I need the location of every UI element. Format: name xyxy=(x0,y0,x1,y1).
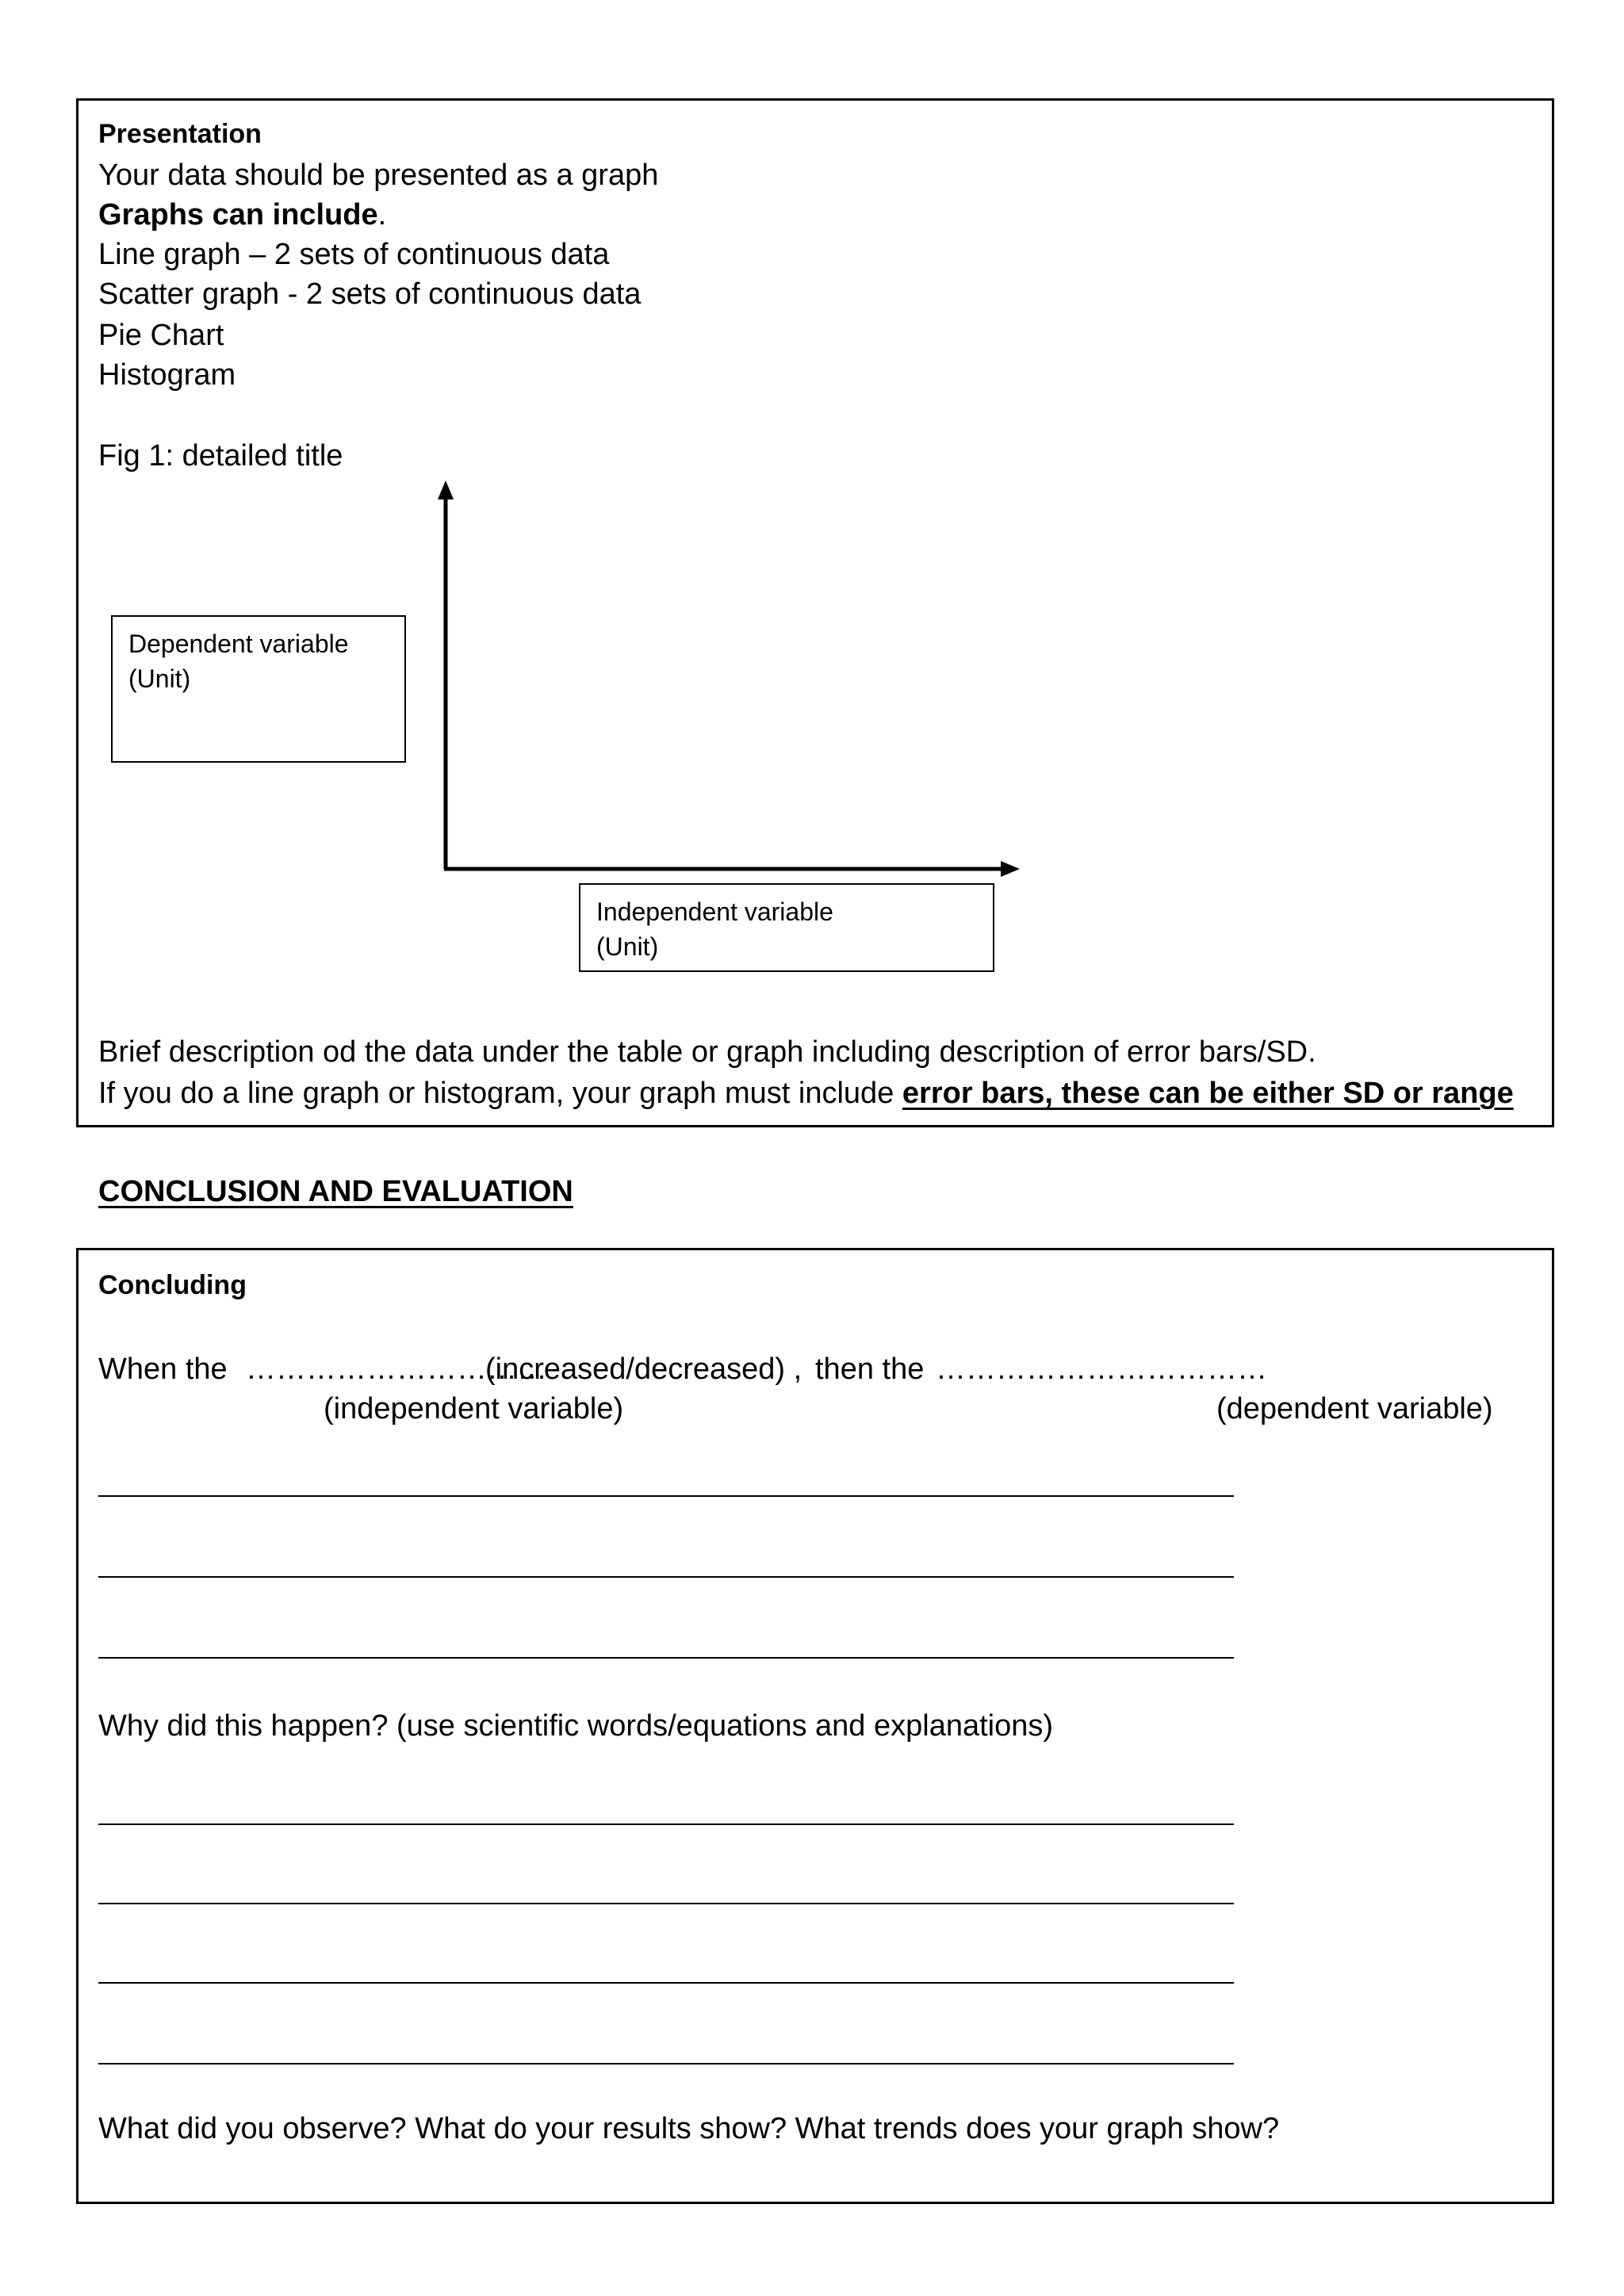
graph-type-scatter: Scatter graph - 2 sets of continuous data xyxy=(98,277,642,311)
independent-variable-unit: (Unit) xyxy=(596,932,659,961)
graph-type-pie: Pie Chart xyxy=(98,319,224,352)
answer-line[interactable] xyxy=(98,1903,1234,1904)
observe-question: What did you observe? What do your results show? What trends does your graph show? xyxy=(98,2112,1280,2145)
answer-line[interactable] xyxy=(98,1657,1234,1659)
graph-type-histogram: Histogram xyxy=(98,358,236,392)
graph-type-line: Line graph – 2 sets of continuous data xyxy=(98,238,610,271)
when-the-label: When the xyxy=(98,1353,228,1386)
dependent-blank[interactable]: …………………………… xyxy=(936,1353,1267,1386)
independent-variable-hint: (independent variable) xyxy=(324,1392,624,1425)
presentation-intro: Your data should be presented as a graph xyxy=(98,159,659,192)
concluding-heading: Concluding xyxy=(98,1270,247,1300)
answer-line[interactable] xyxy=(98,1495,1234,1497)
independent-variable-label xyxy=(579,883,994,972)
answer-line[interactable] xyxy=(98,1982,1234,1984)
graphs-include-line xyxy=(98,200,386,230)
dependent-variable-text: Dependent variable xyxy=(128,629,349,658)
graphs-include-label: Graphs can include xyxy=(98,198,378,232)
answer-line[interactable] xyxy=(98,1576,1234,1578)
section-title: CONCLUSION AND EVALUATION xyxy=(98,1175,573,1208)
answer-line[interactable] xyxy=(98,1823,1234,1825)
answer-line[interactable] xyxy=(98,2063,1234,2064)
graphs-include-period: . xyxy=(377,198,387,232)
error-bars-emphasis: error bars, these can be either SD or range xyxy=(902,1077,1514,1110)
presentation-heading: Presentation xyxy=(98,119,262,149)
increased-decreased-label: (increased/decreased) , xyxy=(485,1353,802,1386)
error-bars-prefix: If you do a line graph or histogram, your graph must include xyxy=(98,1077,902,1110)
data-description: Brief description od the data under the table or graph including description of error bars/SD. xyxy=(98,1035,1316,1069)
why-question: Why did this happen? (use scientific words/equations and explanations) xyxy=(98,1709,1054,1743)
error-bars-requirement xyxy=(98,1078,1514,1108)
independent-variable-text: Independent variable xyxy=(596,897,833,926)
then-the-label: then the xyxy=(815,1353,925,1386)
figure-title: Fig 1: detailed title xyxy=(98,439,343,473)
dependent-variable-label xyxy=(111,615,406,763)
independent-blank[interactable]: ………………………… xyxy=(246,1353,547,1386)
dependent-variable-unit: (Unit) xyxy=(128,664,191,693)
dependent-variable-hint: (dependent variable) xyxy=(1216,1392,1493,1425)
